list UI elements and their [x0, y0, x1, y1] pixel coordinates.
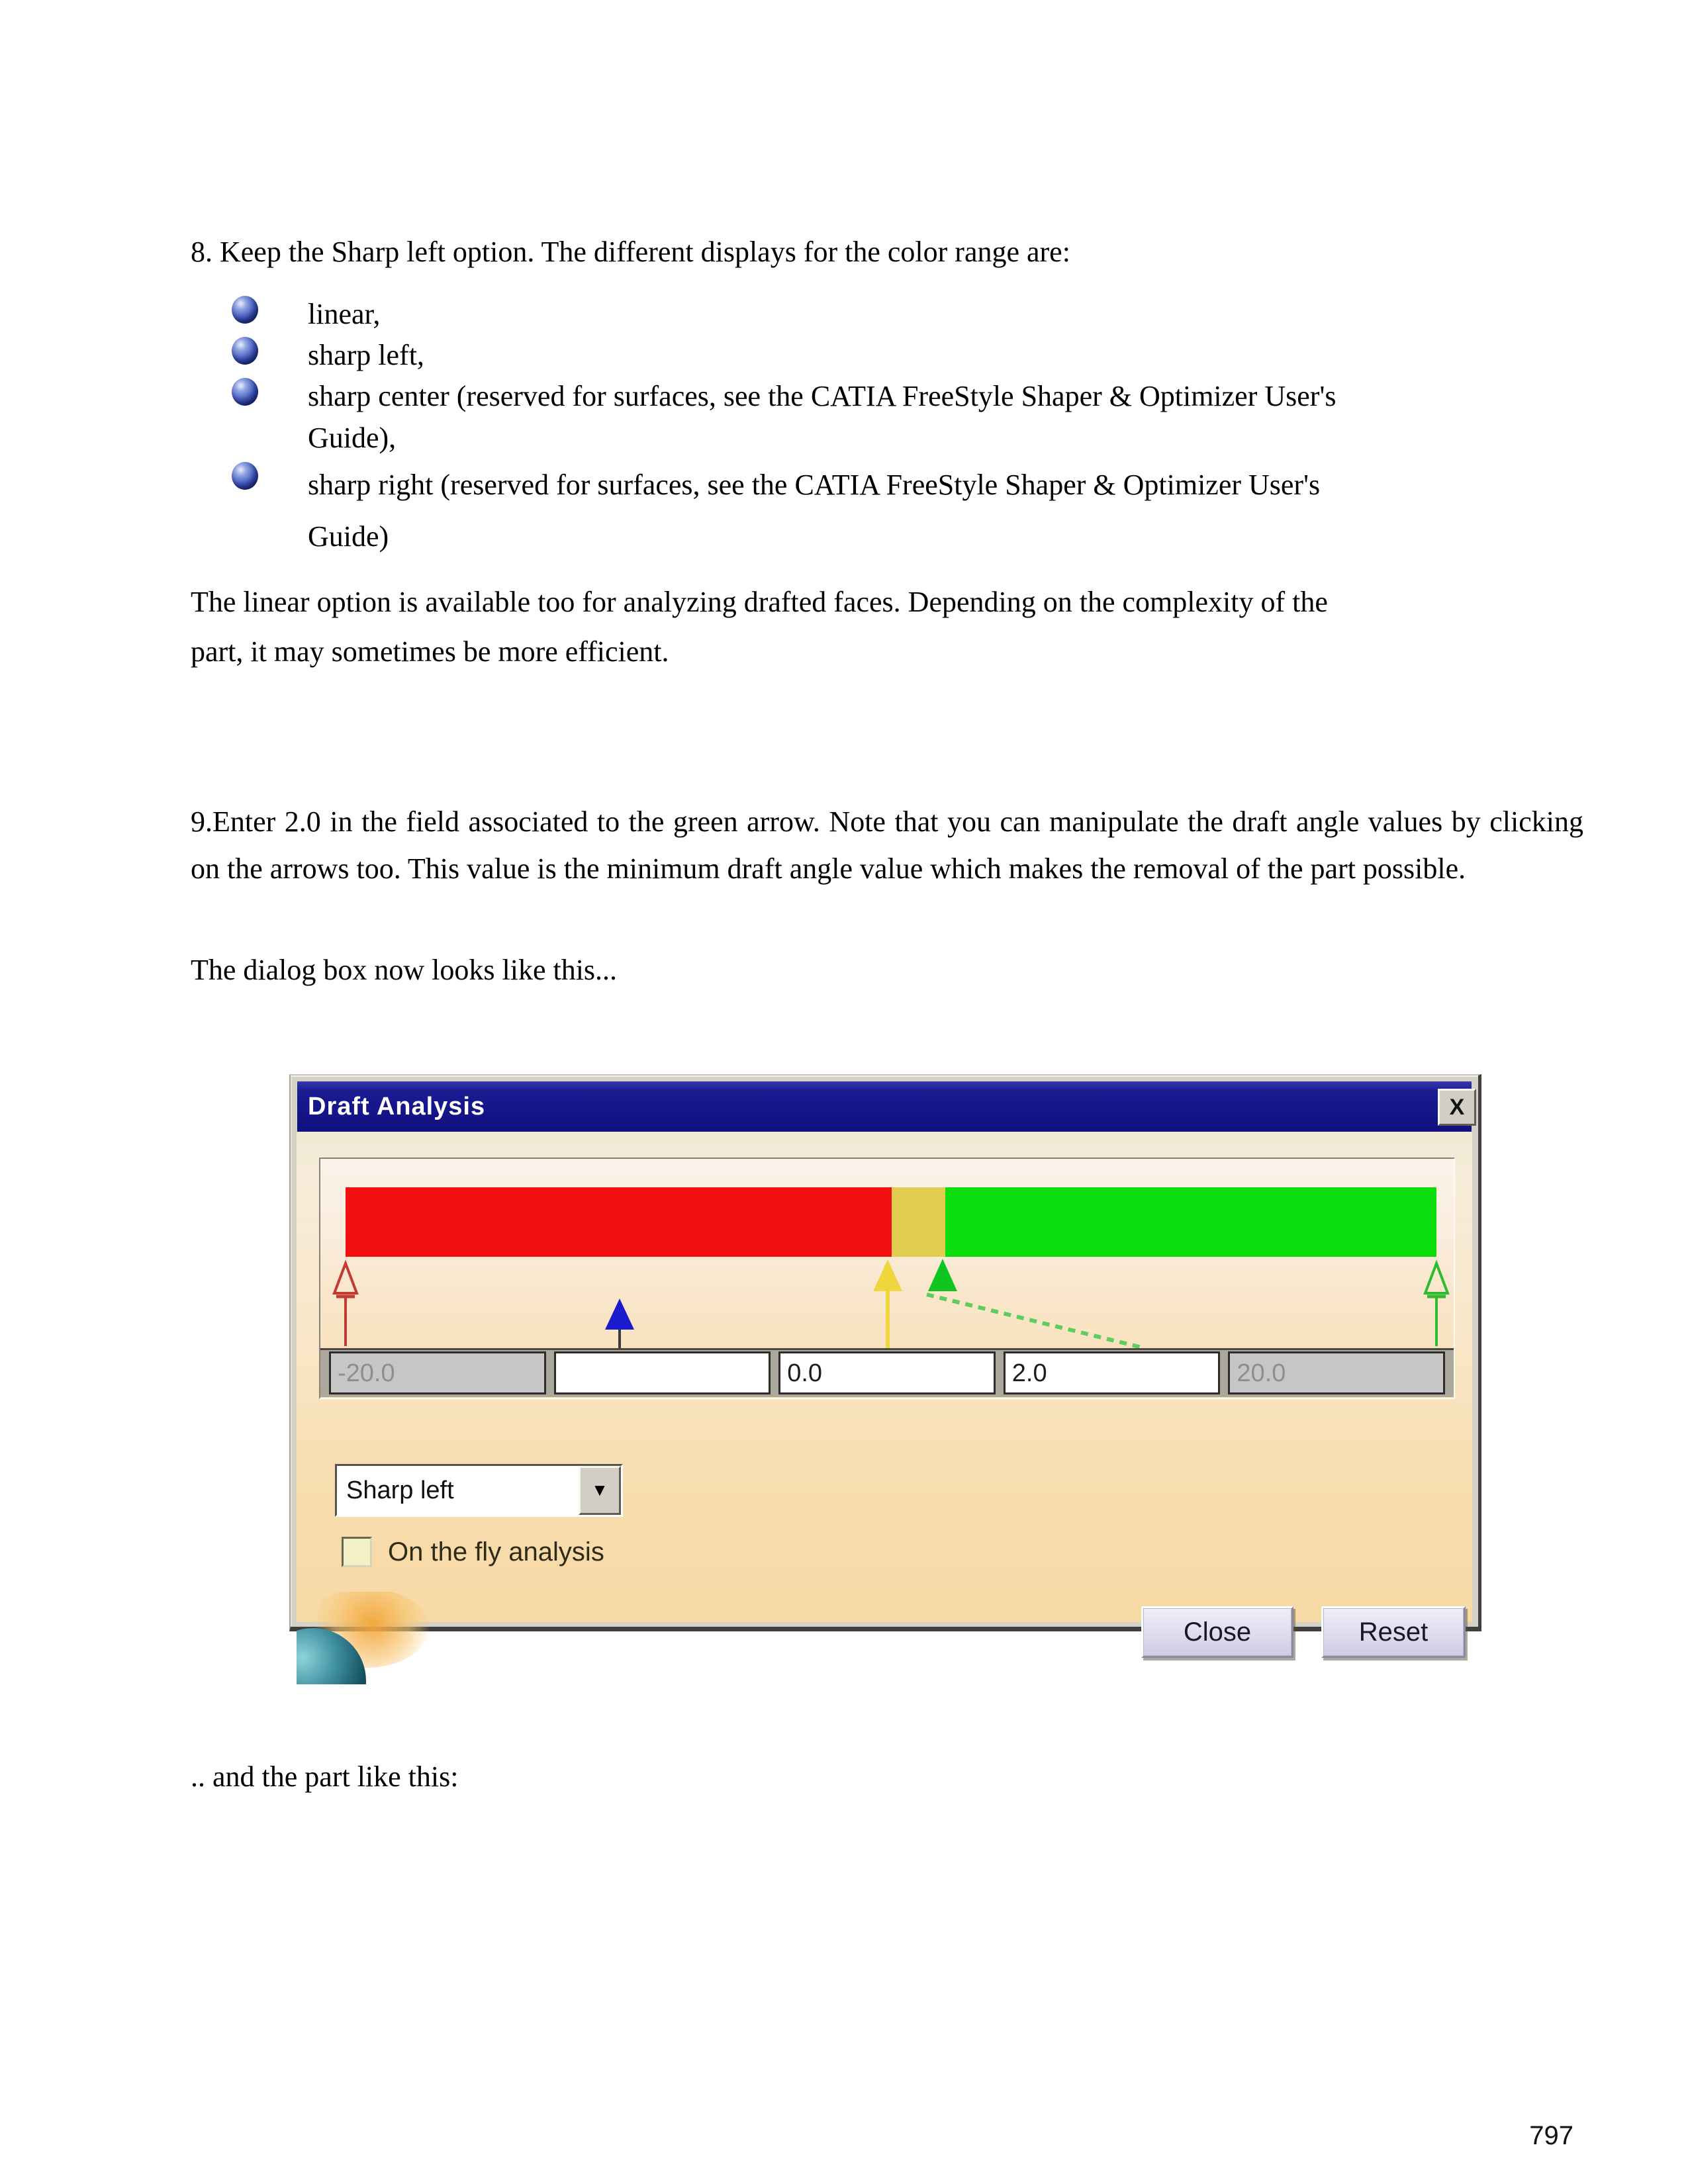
para-part-intro: .. and the part like this:	[191, 1760, 459, 1793]
green-arrow[interactable]	[927, 1259, 1145, 1348]
list-item-label: sharp center (reserved for surfaces, see the CATIA FreeStyle Shaper & Optimizer User's Guide),	[308, 380, 1336, 454]
display-mode-dropdown[interactable]	[335, 1464, 623, 1517]
list-item-label: sharp left,	[308, 339, 424, 371]
yellow-value-field[interactable]: 0.0	[778, 1351, 996, 1394]
dialog-titlebar	[297, 1081, 1472, 1132]
bullet-sphere-icon	[232, 462, 258, 490]
list-item	[191, 293, 1376, 335]
list-item	[191, 334, 1376, 376]
green-value-field[interactable]: 2.0	[1004, 1351, 1221, 1394]
globe-decoration	[297, 1592, 429, 1684]
chevron-down-icon[interactable]: ▼	[579, 1466, 621, 1515]
dialog-title: Draft Analysis	[308, 1092, 486, 1120]
page-number: 797	[1529, 2121, 1573, 2150]
dropdown-selected-value: Sharp left	[346, 1477, 454, 1504]
max-limit-field: 20.0	[1228, 1351, 1445, 1394]
reset-button[interactable]: Reset	[1321, 1606, 1466, 1658]
list-item	[191, 459, 1376, 563]
list-item-label: linear,	[308, 298, 381, 330]
value-field-row	[320, 1348, 1454, 1397]
para-linear-option: The linear option is available too for analyzing drafted faces. Depending on the complexity of the part, it may sometimes be more efficient.	[191, 586, 1328, 668]
green-limit-arrow[interactable]	[1425, 1263, 1448, 1346]
color-range-panel	[319, 1158, 1455, 1399]
draft-analysis-dialog	[289, 1074, 1481, 1647]
bullet-sphere-icon	[232, 337, 258, 365]
red-limit-arrow[interactable]	[334, 1263, 357, 1346]
close-icon[interactable]: X	[1438, 1089, 1476, 1126]
on-the-fly-row	[342, 1537, 604, 1567]
on-the-fly-label: On the fly analysis	[388, 1537, 604, 1567]
close-button[interactable]: Close	[1141, 1606, 1293, 1658]
step9-text: 9.Enter 2.0 in the field associated to the green arrow. Note that you can manipulate the draft angle values by clicking on the arrows too. This value is the minimum draft angle value which makes the removal of the part possible.	[191, 805, 1583, 885]
para-dialog-intro: The dialog box now looks like this...	[191, 954, 618, 986]
min-limit-field: -20.0	[329, 1351, 546, 1394]
bullet-sphere-icon	[232, 378, 258, 406]
dialog-content	[297, 1132, 1472, 1647]
on-the-fly-checkbox[interactable]	[342, 1537, 372, 1567]
list-item	[191, 375, 1376, 459]
list-item-label: sharp right (reserved for surfaces, see the CATIA FreeStyle Shaper & Optimizer User's Guide)	[308, 469, 1321, 553]
step8-text: 8. Keep the Sharp left option. The different displays for the color range are:	[191, 236, 1070, 268]
yellow-arrow[interactable]	[873, 1259, 902, 1348]
blue-arrow[interactable]	[605, 1298, 634, 1348]
bullet-sphere-icon	[232, 296, 258, 324]
blue-value-field[interactable]	[554, 1351, 771, 1394]
